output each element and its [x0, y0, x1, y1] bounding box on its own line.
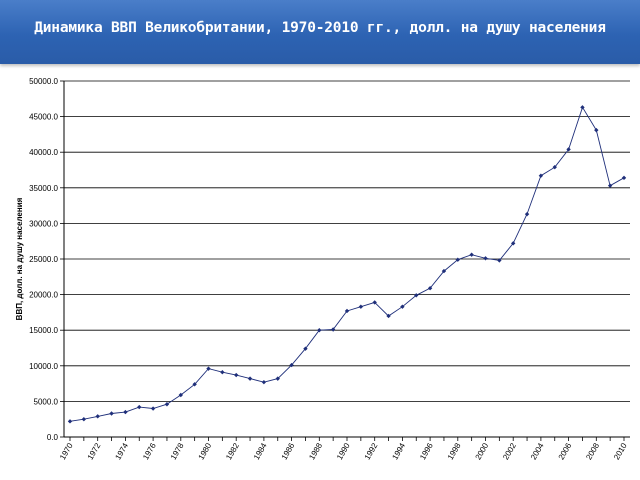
x-tick-label: 2010	[612, 441, 629, 462]
x-tick-label: 2000	[473, 441, 491, 462]
y-tick-label: 45000.0	[29, 112, 58, 122]
x-tick-label: 1974	[113, 441, 131, 462]
data-point	[109, 411, 113, 415]
y-tick-label: 50000.0	[29, 77, 58, 86]
x-tick-label: 1996	[418, 441, 435, 462]
data-point	[123, 410, 127, 414]
x-tick-label: 1976	[141, 441, 158, 462]
axes	[60, 81, 630, 441]
x-tick-labels	[58, 441, 629, 461]
page-title: Динамика ВВП Великобритании, 1970-2010 гг., долл. на душу населения	[34, 20, 606, 36]
data-point	[525, 212, 529, 216]
y-tick-label: 5000.0	[33, 397, 58, 407]
data-point	[359, 305, 363, 309]
y-tick-labels	[29, 77, 58, 442]
data-point	[234, 373, 238, 377]
series-line	[70, 107, 624, 421]
data-point	[622, 176, 626, 180]
x-tick-label: 1986	[279, 441, 297, 462]
data-point	[151, 406, 155, 410]
data-point	[137, 405, 141, 409]
x-tick-label: 1998	[445, 441, 463, 462]
y-tick-label: 10000.0	[29, 361, 58, 371]
data-point	[262, 380, 266, 384]
series-gdp	[68, 105, 626, 423]
title-bar	[0, 0, 640, 64]
y-tick-label: 40000.0	[29, 148, 58, 158]
y-tick-label: 20000.0	[29, 290, 58, 300]
x-tick-label: 1972	[85, 441, 103, 462]
x-tick-label: 1988	[307, 441, 325, 462]
y-tick-label: 30000.0	[29, 219, 58, 229]
x-tick-label: 2002	[501, 441, 518, 462]
y-tick-label: 25000.0	[29, 255, 58, 264]
x-tick-label: 1994	[390, 441, 408, 462]
data-point	[96, 414, 100, 418]
y-tick-label: 0.0	[46, 433, 58, 442]
x-tick-label: 1982	[224, 441, 241, 462]
y-axis-label: ВВП, долл. на душу населения	[15, 197, 24, 321]
data-point	[68, 419, 72, 423]
x-tick-label: 1984	[251, 441, 269, 462]
data-point	[220, 370, 224, 374]
x-tick-label: 2004	[528, 441, 546, 462]
grid-lines	[64, 81, 630, 437]
data-point	[469, 253, 473, 257]
x-tick-label: 1990	[335, 441, 352, 462]
y-tick-label: 15000.0	[29, 326, 58, 336]
x-tick-label: 1992	[362, 441, 380, 462]
x-tick-label: 1978	[168, 441, 186, 462]
x-tick-label: 1980	[196, 441, 214, 462]
data-point	[608, 183, 612, 187]
gdp-line-chart	[0, 64, 640, 480]
data-point	[82, 417, 86, 421]
x-tick-label: 2008	[584, 441, 602, 462]
data-point	[483, 256, 487, 260]
data-point	[580, 105, 584, 109]
y-tick-label: 35000.0	[29, 183, 58, 193]
x-tick-label: 2006	[556, 441, 574, 462]
data-point	[248, 376, 252, 380]
data-point	[539, 173, 543, 177]
x-tick-label: 1970	[58, 441, 75, 462]
data-point	[594, 128, 598, 132]
